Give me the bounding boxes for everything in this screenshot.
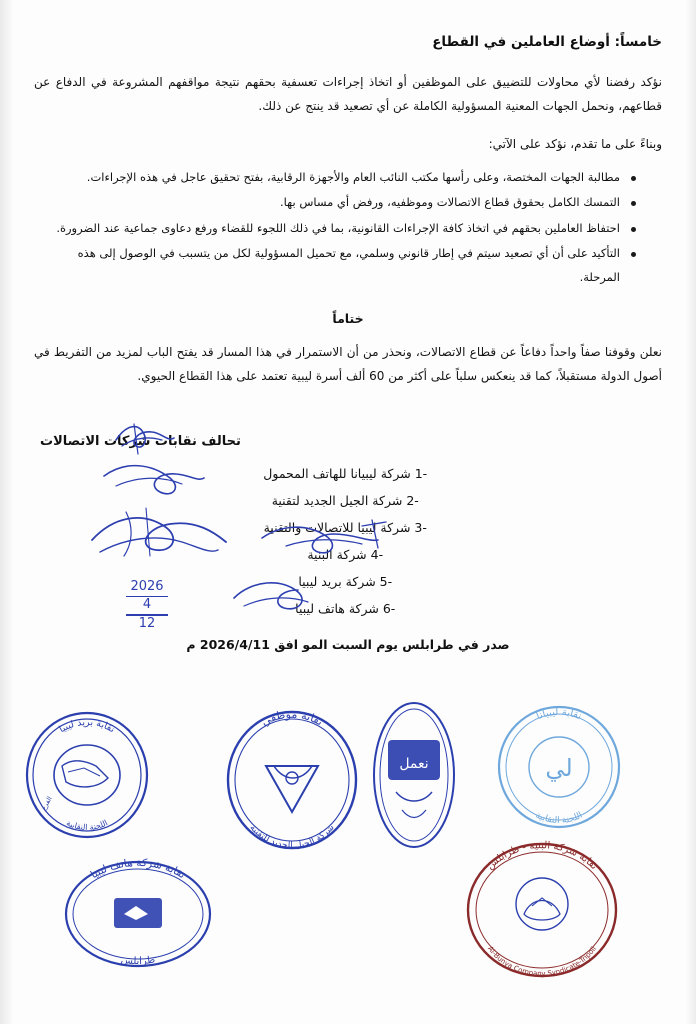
svg-text:نقابة ليبيانا: نقابة ليبيانا <box>534 706 584 723</box>
handwritten-date-year: 2026 <box>130 579 164 594</box>
handwritten-date-month: 4 <box>142 597 152 613</box>
member-number: 4- <box>370 547 384 563</box>
post-libya-stamp-icon <box>22 708 152 843</box>
section-title: خامساً: أوضاع العاملين في القطاع <box>432 34 662 50</box>
member-number: 1- <box>414 466 428 482</box>
member-name: شركة البنية <box>307 547 367 563</box>
list-item <box>34 488 662 515</box>
stamps-layer <box>0 690 696 990</box>
stamp-albunya <box>462 840 622 980</box>
svg-text:لي: لي <box>545 754 573 782</box>
list-item: التمسك الكامل بحقوق قطاع الاتصالات وموظفيه، ورفض أي مساس بها. <box>34 191 636 215</box>
list-item: احتفاظ العاملين بحقهم في اتخاذ كافة الإجراءات القانونية، بما في ذلك اللجوء للقضاء ورفع دعاوى جماعية عند الضرورة. <box>34 217 636 241</box>
stamp-hatif-libya <box>62 858 214 970</box>
new-generation-stamp-icon <box>222 708 362 853</box>
member-name: شركة هاتف ليبيا <box>295 600 379 616</box>
stamp-new-generation <box>222 708 362 853</box>
svg-text:نعمل: نعمل <box>399 756 429 772</box>
svg-text:نقابة موظفي: نقابة موظفي <box>259 708 326 729</box>
list-item <box>34 569 662 596</box>
closing-paragraph: نعلن وقوفنا صفاً واحداً دفاعاً عن قطاع الاتصالات، ونحذر من أن الاستمرار في هذا المسار قد يفتح الباب لمزيد من التفريط في أصول الدولة مستقبلاً، كما قد ينعكس سلباً على أكثر من 60 ألف أسرة ليبية تعتمد على هذا القطاع الحيوي. <box>34 345 662 384</box>
alliance-title-wrapper <box>34 434 662 449</box>
issued-date-line: صدر في طرابلس يوم السبت المو افق 2026/4/11 م <box>186 636 510 652</box>
lead-in-text: وبناءً على ما تقدم، نؤكد على الآتي: <box>488 136 662 151</box>
closing-word: ختاماً <box>332 311 364 327</box>
svg-text:نقابة بريد ليبيا: نقابة بريد ليبيا <box>57 716 117 736</box>
work-stamp-icon <box>368 700 460 850</box>
libyana-stamp-icon <box>494 702 624 832</box>
member-name: شركة ليبيا للاتصالات والتقنية <box>263 520 411 536</box>
stamp-post-libya <box>22 708 152 843</box>
member-number: 3- <box>414 520 427 536</box>
list-item <box>34 515 662 542</box>
member-name: شركة ليبيانا للهاتف المحمول <box>263 466 411 482</box>
svg-text:طرابلس: طرابلس <box>120 954 156 968</box>
hatif-libya-stamp-icon <box>62 858 214 970</box>
list-item: مطالبة الجهات المختصة، وعلى رأسها مكتب النائب العام والأجهزة الرقابية، بفتح تحقيق عاجل في هذه الإجراءات. <box>34 166 636 190</box>
member-name: شركة الجيل الجديد لتقنية <box>271 493 403 509</box>
alliance-title: تحالف نقابات شركات الاتصالات <box>40 434 241 450</box>
handwritten-date-day: 12 <box>138 615 156 631</box>
member-companies-list <box>34 461 662 622</box>
member-number: 6- <box>382 600 396 616</box>
svg-text:شركة الجيل الجديد للتقنية: شركة الجيل الجديد للتقنية <box>247 822 337 852</box>
member-name: شركة بريد ليبيا <box>298 573 376 589</box>
svg-text:نقابة شركة هاتف ليبيا: نقابة شركة هاتف ليبيا <box>88 858 188 882</box>
stamp-libyana <box>494 702 624 832</box>
svg-text:اللجنة النقابية: اللجنة النقابية <box>533 810 585 827</box>
svg-text:اللجنة النقابية: اللجنة النقابية <box>64 818 110 833</box>
albunya-stamp-icon <box>462 840 622 980</box>
demands-list <box>34 166 662 290</box>
member-number: 5- <box>379 573 393 589</box>
svg-text:نقابة شركة البنية - طرابلس: نقابة شركة البنية - طرابلس <box>484 840 600 872</box>
paragraph-1: نؤكد رفضنا لأي محاولات للتضييق على الموظفين أو اتخاذ إجراءات تعسفية بحقهم نتيجة مواقفهم المشروعة في الدفاع عن قطاعهم، ونحمل الجهات المعنية المسؤولية الكاملة عن أي تصعيد قد ينتج عن ذلك. <box>34 74 662 113</box>
list-item <box>34 596 662 623</box>
svg-text:Al-Bunya Company Syndicate-Tri: Al-Bunya Company Syndicate-Tripoli <box>485 944 599 978</box>
list-item: التأكيد على أن أي تصعيد سيتم في إطار قانوني وسلمي، مع تحميل المسؤولية لكل من يتسبب في الوصول إلى هذه المرحلة. <box>34 242 636 289</box>
stamp-work <box>368 700 460 850</box>
svg-text:الفرع: الفرع <box>39 795 54 812</box>
member-number: 2- <box>406 493 419 509</box>
list-item <box>34 542 662 569</box>
list-item <box>34 461 662 488</box>
